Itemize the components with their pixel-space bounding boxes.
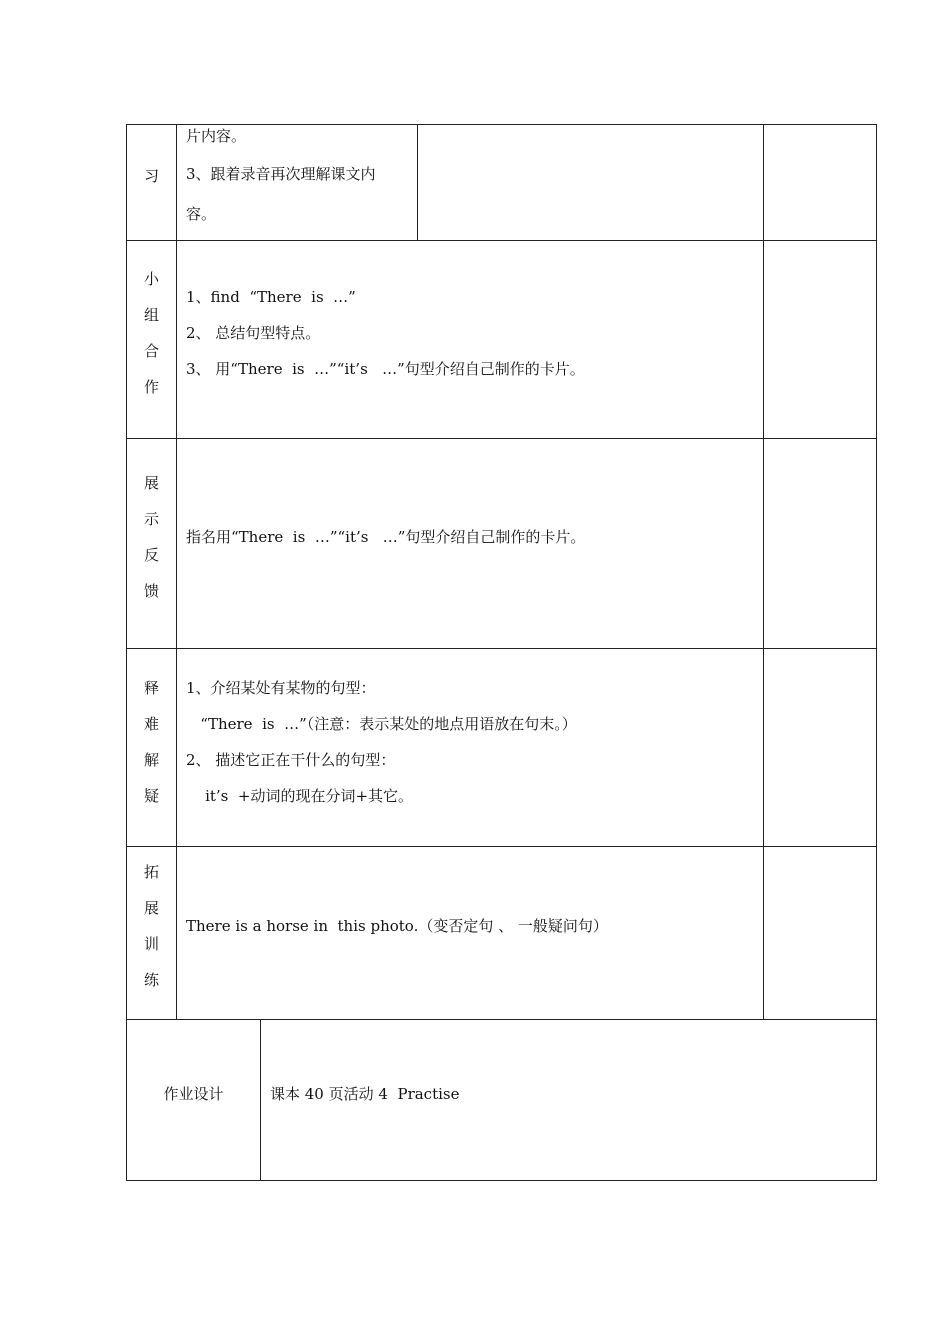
first-row-inner-divider	[417, 124, 418, 241]
notes-column-divider	[763, 124, 764, 1020]
homework-label: 作业设计	[163, 1085, 224, 1103]
cell-text-line: it’s +动词的现在分词+其它。	[186, 787, 414, 805]
cell-text-line: 1、find “There is …”	[186, 288, 356, 306]
row-label-char: 展	[143, 474, 159, 492]
row-label-char: 训	[143, 935, 159, 953]
row-divider	[126, 846, 877, 847]
cell-text-line: “There is …”（注意：表示某处的地点用语放在句末。）	[186, 715, 577, 733]
row-label-char: 释	[143, 679, 159, 697]
row-divider	[126, 648, 877, 649]
cell-text-line: 1、介绍某处有某物的句型：	[186, 679, 376, 697]
row-label-char: 难	[143, 715, 159, 733]
row-label-char: 展	[143, 899, 159, 917]
cell-text-line: 3、 用“There is …”“it’s …”句型介绍自己制作的卡片。	[186, 360, 585, 378]
row-divider	[126, 1019, 877, 1020]
cell-text-line: 容。	[186, 205, 217, 223]
cell-text-line: 指名用“There is …”“it’s …”句型介绍自己制作的卡片。	[186, 528, 586, 546]
row-label-char: 作	[143, 378, 159, 396]
row-label-char: 示	[143, 510, 159, 528]
homework-content: 课本 40 页活动 4 Practise	[270, 1085, 460, 1103]
cell-text-line: 片内容。	[186, 127, 247, 145]
label-column-divider	[176, 124, 177, 1020]
table-border-top	[126, 124, 877, 125]
cell-text-line: 2、 描述它正在干什么的句型：	[186, 751, 396, 769]
row-label-char: 拓	[143, 863, 159, 881]
row-label-char: 馈	[143, 582, 159, 600]
row-label-char: 合	[143, 342, 159, 360]
row-label-char: 练	[143, 971, 159, 989]
cell-text-line: 2、 总结句型特点。	[186, 324, 321, 342]
row-label-char: 小	[143, 270, 159, 288]
homework-label-divider	[260, 1019, 261, 1181]
cell-text-line: There is a horse in this photo.（变否定句 、 一般疑问句）	[186, 917, 608, 935]
row-label-char: 习	[143, 167, 159, 185]
table-border-right	[876, 124, 877, 1181]
row-label-char: 组	[143, 306, 159, 324]
table-border-bottom	[126, 1180, 877, 1181]
row-label-char: 疑	[143, 787, 159, 805]
row-label-char: 解	[143, 751, 159, 769]
cell-text-line: 3、跟着录音再次理解课文内	[186, 165, 376, 183]
row-divider	[126, 240, 877, 241]
row-divider	[126, 438, 877, 439]
row-label-char: 反	[143, 546, 159, 564]
